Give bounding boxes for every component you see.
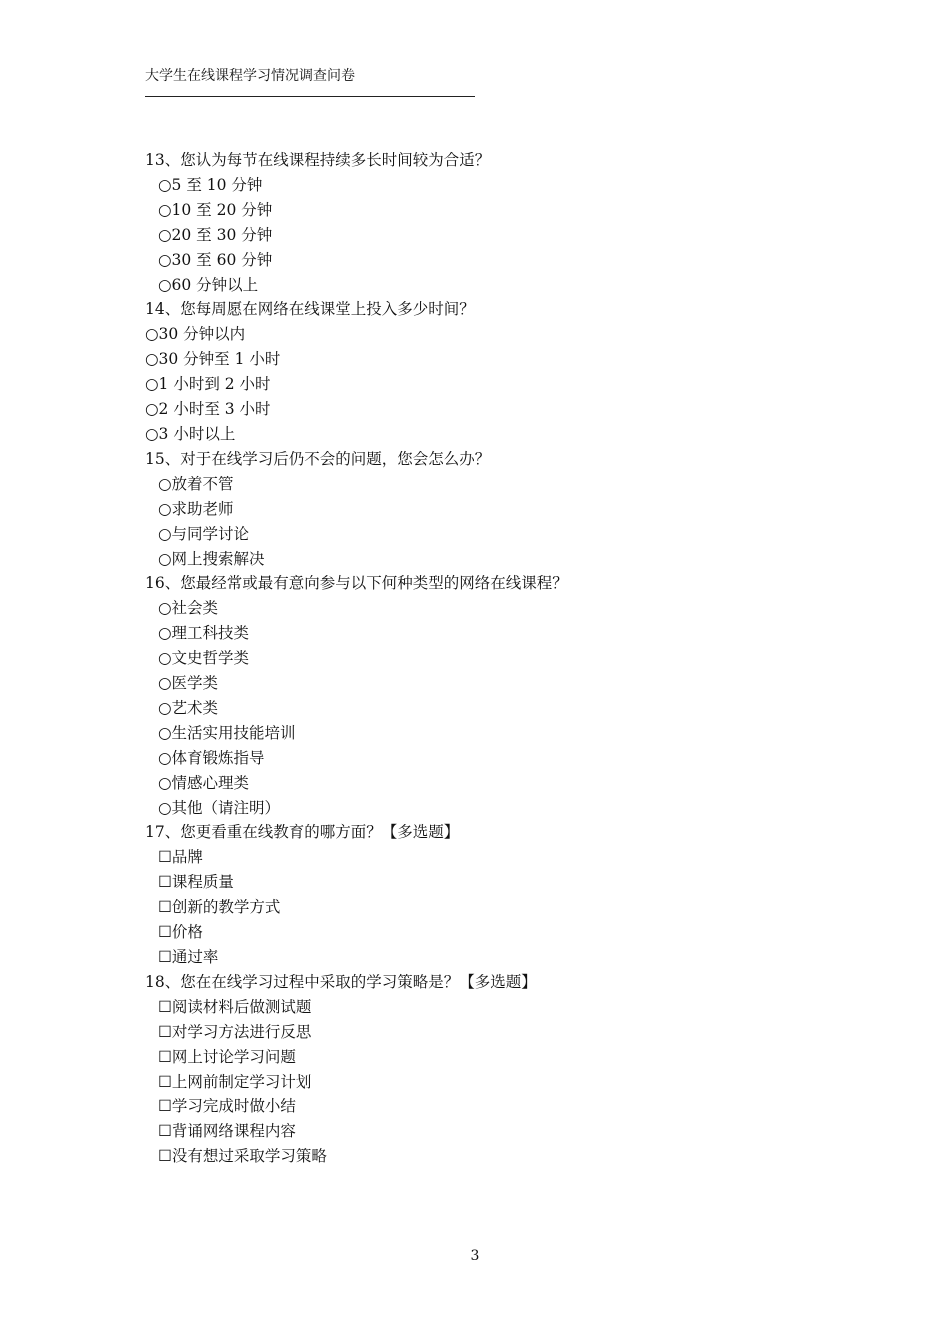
radio-circle-icon[interactable]: ○: [145, 375, 159, 394]
checkbox-option[interactable]: [145, 1070, 845, 1095]
radio-circle-icon[interactable]: ○: [158, 599, 172, 618]
radio-option[interactable]: [145, 796, 845, 821]
checkbox-icon[interactable]: ☐: [158, 1097, 172, 1116]
radio-circle-icon[interactable]: ○: [158, 698, 172, 717]
option-label: 5 至 10 分钟: [171, 175, 263, 194]
question-text: 14、您每周愿在网络在线课堂上投入多少时间？: [145, 300, 475, 319]
checkbox-option[interactable]: [145, 920, 845, 945]
radio-circle-icon[interactable]: ○: [158, 549, 172, 568]
radio-option[interactable]: [145, 721, 845, 746]
radio-option[interactable]: [145, 372, 845, 397]
radio-option[interactable]: [145, 322, 845, 347]
option-label: 文史哲学类: [171, 649, 250, 668]
option-label: 30 分钟以内: [158, 325, 246, 344]
option-label: 对学习方法进行反思: [171, 1022, 312, 1041]
checkbox-option[interactable]: [145, 1094, 845, 1119]
option-label: 艺术类: [171, 698, 219, 717]
checkbox-option[interactable]: [145, 895, 845, 920]
option-label: 上网前制定学习计划: [171, 1072, 312, 1091]
radio-option[interactable]: [145, 472, 845, 497]
option-label: 情感心理类: [171, 773, 250, 792]
option-label: 医学类: [171, 674, 219, 693]
radio-circle-icon[interactable]: ○: [158, 674, 172, 693]
checkbox-icon[interactable]: ☐: [158, 1022, 172, 1041]
radio-option[interactable]: [145, 646, 845, 671]
option-label: 1 小时到 2 小时: [158, 375, 271, 394]
option-label: 3 小时以上: [158, 424, 236, 443]
radio-option[interactable]: [145, 596, 845, 621]
radio-option[interactable]: [145, 347, 845, 372]
option-label: 求助老师: [171, 499, 234, 518]
radio-option[interactable]: [145, 621, 845, 646]
radio-circle-icon[interactable]: ○: [145, 350, 159, 369]
option-label: 课程质量: [171, 873, 234, 892]
checkbox-option[interactable]: [145, 995, 845, 1020]
option-label: 阅读材料后做测试题: [171, 997, 312, 1016]
radio-circle-icon[interactable]: ○: [158, 798, 172, 817]
option-label: 2 小时至 3 小时: [158, 400, 271, 419]
checkbox-option[interactable]: [145, 845, 845, 870]
option-label: 创新的教学方式: [171, 898, 281, 917]
question-text: 17、您更看重在线教育的哪方面？【多选题】: [145, 823, 460, 842]
radio-circle-icon[interactable]: ○: [145, 400, 159, 419]
question-text: 13、您认为每节在线课程持续多长时间较为合适？: [145, 151, 491, 169]
question-text: 15、对于在线学习后仍不会的问题，您会怎么办？: [145, 449, 491, 468]
option-label: 理工科技类: [171, 624, 250, 643]
page-number: 3: [470, 1248, 480, 1264]
checkbox-icon[interactable]: ☐: [158, 1147, 172, 1166]
document-header-title: 大学生在线课程学习情况调查问卷: [145, 68, 355, 84]
checkbox-icon[interactable]: ☐: [158, 923, 172, 942]
option-label: 网上搜索解决: [171, 549, 265, 568]
radio-option[interactable]: [145, 696, 845, 721]
radio-circle-icon[interactable]: ○: [158, 275, 172, 294]
checkbox-icon[interactable]: ☐: [158, 873, 172, 892]
radio-circle-icon[interactable]: ○: [158, 773, 172, 792]
question-text: 16、您最经常或最有意向参与以下何种类型的网络在线课程？: [145, 574, 568, 593]
option-label: 品牌: [171, 848, 203, 867]
option-label: 放着不管: [171, 474, 234, 493]
radio-circle-icon[interactable]: ○: [145, 325, 159, 344]
radio-circle-icon[interactable]: ○: [158, 499, 172, 518]
checkbox-icon[interactable]: ☐: [158, 1122, 172, 1141]
option-label: 生活实用技能培训: [171, 723, 296, 742]
checkbox-option[interactable]: [145, 1119, 845, 1144]
checkbox-icon[interactable]: ☐: [158, 848, 172, 867]
checkbox-icon[interactable]: ☐: [158, 898, 172, 917]
radio-circle-icon[interactable]: ○: [158, 175, 172, 194]
radio-option[interactable]: [145, 422, 845, 447]
option-label: 背诵网络课程内容: [171, 1122, 296, 1141]
checkbox-icon[interactable]: ☐: [158, 997, 172, 1016]
radio-option[interactable]: [145, 173, 845, 198]
radio-option[interactable]: [145, 273, 845, 298]
radio-option[interactable]: [145, 746, 845, 771]
option-label: 通过率: [171, 948, 219, 966]
radio-circle-icon[interactable]: ○: [145, 424, 159, 443]
option-label: 20 至 30 分钟: [171, 225, 273, 244]
radio-circle-icon[interactable]: ○: [158, 225, 172, 244]
questionnaire-body: [145, 148, 845, 1169]
radio-option[interactable]: [145, 522, 845, 547]
option-label: 30 至 60 分钟: [171, 250, 273, 269]
radio-circle-icon[interactable]: ○: [158, 624, 172, 643]
option-label: 其他（请注明）: [171, 798, 281, 817]
radio-option[interactable]: [145, 397, 845, 422]
radio-option[interactable]: [145, 771, 845, 796]
radio-option[interactable]: [145, 497, 845, 522]
radio-option[interactable]: [145, 547, 845, 572]
option-label: 60 分钟以上: [171, 275, 259, 294]
option-label: 网上讨论学习问题: [171, 1047, 296, 1066]
option-label: 体育锻炼指导: [171, 748, 265, 767]
radio-circle-icon[interactable]: ○: [158, 474, 172, 493]
radio-circle-icon[interactable]: ○: [158, 723, 172, 742]
radio-circle-icon[interactable]: ○: [158, 524, 172, 543]
option-label: 学习完成时做小结: [171, 1097, 296, 1116]
checkbox-option[interactable]: [145, 870, 845, 895]
option-label: 10 至 20 分钟: [171, 200, 273, 219]
checkbox-option[interactable]: [145, 1144, 845, 1169]
radio-circle-icon[interactable]: ○: [158, 200, 172, 219]
option-label: 与同学讨论: [171, 524, 250, 543]
checkbox-option[interactable]: [145, 945, 845, 970]
question-text: 18、您在在线学习过程中采取的学习策略是？【多选题】: [145, 972, 537, 991]
option-label: 没有想过采取学习策略: [171, 1147, 327, 1166]
checkbox-icon[interactable]: ☐: [158, 1072, 172, 1091]
radio-option[interactable]: [145, 248, 845, 273]
option-label: 社会类: [171, 599, 219, 618]
checkbox-option[interactable]: [145, 1045, 845, 1070]
checkbox-icon[interactable]: ☐: [158, 948, 172, 966]
radio-option[interactable]: [145, 223, 845, 248]
radio-option[interactable]: [145, 671, 845, 696]
checkbox-option[interactable]: [145, 1020, 845, 1045]
radio-circle-icon[interactable]: ○: [158, 748, 172, 767]
radio-option[interactable]: [145, 198, 845, 223]
option-label: 30 分钟至 1 小时: [158, 350, 281, 369]
checkbox-icon[interactable]: ☐: [158, 1047, 172, 1066]
option-label: 价格: [171, 923, 203, 942]
radio-circle-icon[interactable]: ○: [158, 250, 172, 269]
radio-circle-icon[interactable]: ○: [158, 649, 172, 668]
header-divider: [145, 96, 475, 97]
